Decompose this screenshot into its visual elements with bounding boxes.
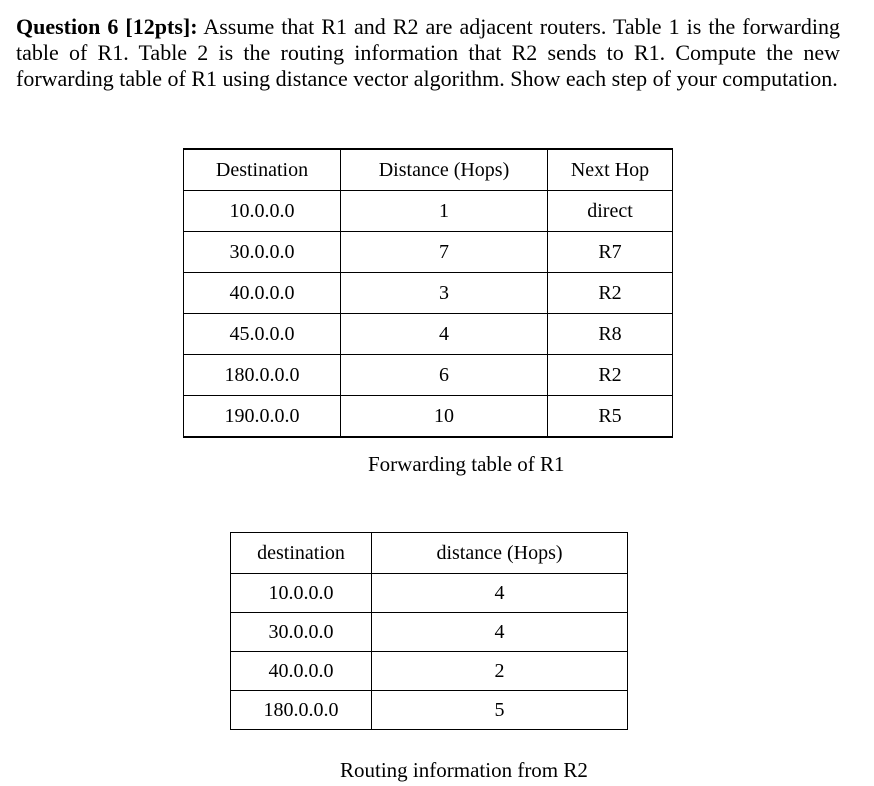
cell-distance: 4 — [372, 613, 628, 652]
cell-destination: 40.0.0.0 — [231, 652, 372, 691]
column-header-next-hop: Next Hop — [548, 149, 673, 191]
routing-info-r2 — [230, 532, 628, 730]
cell-distance: 4 — [372, 574, 628, 613]
question-text — [16, 14, 840, 92]
cell-distance: 5 — [372, 691, 628, 730]
table-row — [231, 574, 628, 613]
cell-distance: 4 — [341, 314, 548, 355]
cell-next-hop: R7 — [548, 232, 673, 273]
cell-next-hop: R2 — [548, 355, 673, 396]
cell-distance: 6 — [341, 355, 548, 396]
table-row — [184, 232, 673, 273]
cell-next-hop: R5 — [548, 396, 673, 438]
table-row — [184, 314, 673, 355]
column-header-distance: distance (Hops) — [372, 533, 628, 574]
cell-distance: 3 — [341, 273, 548, 314]
table-row — [231, 652, 628, 691]
table-row — [231, 691, 628, 730]
cell-destination: 45.0.0.0 — [184, 314, 341, 355]
column-header-destination: destination — [231, 533, 372, 574]
cell-destination: 180.0.0.0 — [184, 355, 341, 396]
table-row — [184, 191, 673, 232]
cell-distance: 7 — [341, 232, 548, 273]
question-body: Assume that R1 and R2 are adjacent routers. Table 1 is the forwarding table of R1. Table 2 is the routing information that R2 sends to R1. Compute the new forwarding table of R1 using distance vector algorithm. Show each step of your computation. — [16, 14, 840, 91]
cell-distance: 2 — [372, 652, 628, 691]
cell-destination: 10.0.0.0 — [231, 574, 372, 613]
cell-distance: 10 — [341, 396, 548, 438]
cell-destination: 190.0.0.0 — [184, 396, 341, 438]
cell-distance: 1 — [341, 191, 548, 232]
cell-destination: 30.0.0.0 — [184, 232, 341, 273]
forwarding-table-caption: Forwarding table of R1 — [368, 452, 565, 476]
cell-destination: 40.0.0.0 — [184, 273, 341, 314]
forwarding-table-r1 — [183, 148, 673, 438]
table-row — [184, 396, 673, 438]
cell-next-hop: R8 — [548, 314, 673, 355]
cell-next-hop: direct — [548, 191, 673, 232]
table-header-row — [184, 149, 673, 191]
cell-destination: 30.0.0.0 — [231, 613, 372, 652]
table-row — [231, 613, 628, 652]
column-header-distance: Distance (Hops) — [341, 149, 548, 191]
question-heading: Question 6 [12pts]: — [16, 14, 198, 39]
cell-destination: 180.0.0.0 — [231, 691, 372, 730]
cell-destination: 10.0.0.0 — [184, 191, 341, 232]
column-header-destination: Destination — [184, 149, 341, 191]
cell-next-hop: R2 — [548, 273, 673, 314]
table-row — [184, 355, 673, 396]
table-row — [184, 273, 673, 314]
table-header-row — [231, 533, 628, 574]
routing-info-caption: Routing information from R2 — [340, 758, 588, 782]
